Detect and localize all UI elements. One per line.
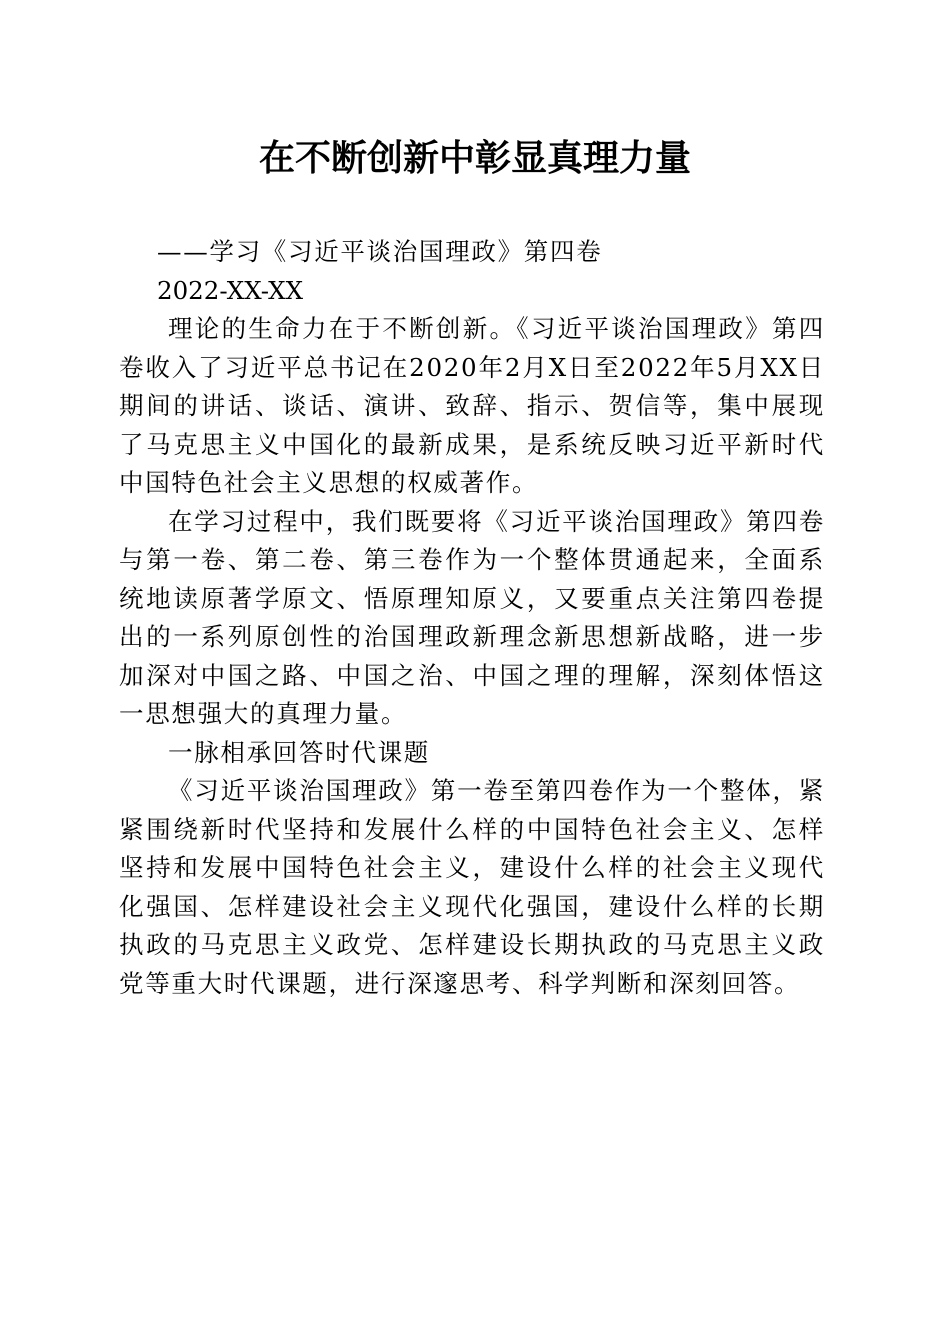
paragraph-intro: 理论的生命力在于不断创新。《习近平谈治国理政》第四卷收入了习近平总书记在2020年2月X日至2022年5月XX日期间的讲话、谈话、演讲、致辞、指示、贺信等，集中展现了马克思主义中国化的最新成果，是系统反映习近平新时代中国特色社会主义思想的权威著作。 (119, 314, 825, 497)
document-title: 在不断创新中彰显真理力量 (258, 137, 691, 179)
document-date: 2022-XX-XX (157, 275, 304, 305)
paragraph-study: 在学习过程中，我们既要将《习近平谈治国理政》第四卷与第一卷、第二卷、第三卷作为一个整体贯通起来，全面系统地读原著学原文、悟原理知原义，又要重点关注第四卷提出的一系列原创性的治国理政新理念新思想新战略，进一步加深对中国之路、中国之治、中国之理的理解，深刻体悟这一思想强大的真理力量。 (119, 506, 825, 728)
section-heading: 一脉相承回答时代课题 (168, 737, 430, 767)
document-body (119, 233, 825, 1003)
paragraph-section-body: 《习近平谈治国理政》第一卷至第四卷作为一个整体，紧紧围绕新时代坚持和发展什么样的中国特色社会主义、怎样坚持和发展中国特色社会主义，建设什么样的社会主义现代化强国、怎样建设社会主义现代化强国，建设什么样的长期执政的马克思主义政党、怎样建设长期执政的马克思主义政党等重大时代课题，进行深邃思考、科学判断和深刻回答。 (119, 776, 825, 998)
document-subtitle: ——学习《习近平谈治国理政》第四卷 (157, 237, 603, 266)
